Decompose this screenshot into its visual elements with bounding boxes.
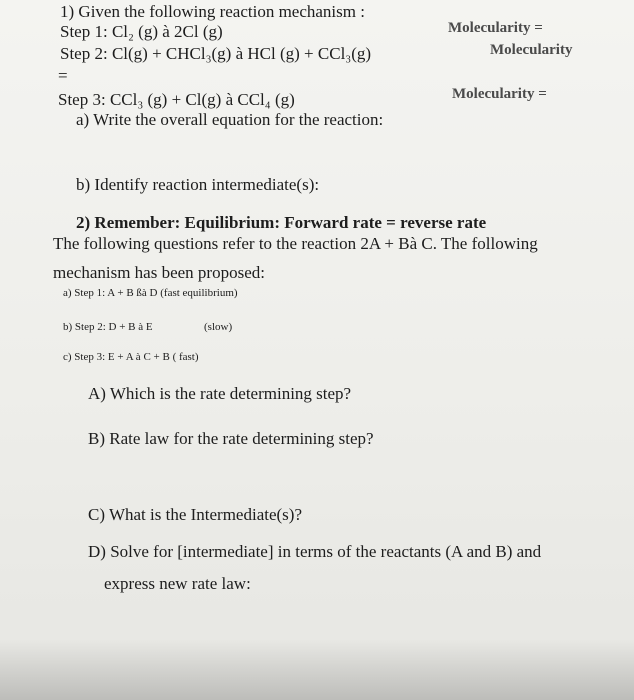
q2-mechanism-step-2-speed: (slow) — [204, 321, 233, 333]
q1-molecularity-3: Molecularity = — [452, 86, 547, 102]
q2-intro-line-2: mechanism has been proposed: — [53, 263, 265, 282]
q1-step-1: Step 1: Cl₂ (g) à 2Cl (g) — [60, 22, 223, 41]
question-2-title: 2) Remember: Equilibrium: Forward rate = reverse rate — [76, 213, 487, 232]
q2-question-C: C) What is the Intermediate(s)? — [88, 505, 302, 524]
q1-molecularity-2: Molecularity — [490, 42, 573, 58]
q2-mechanism-step-1: a) Step 1: A + B ßà D (fast equilibrium) — [63, 287, 238, 299]
q2-question-B: B) Rate law for the rate determining step? — [88, 429, 374, 448]
q1-molecularity-1: Molecularity = — [448, 20, 543, 36]
q2-intro-line-1: The following questions refer to the reaction 2A + Bà C. The following — [53, 234, 538, 253]
question-1-title: 1) Given the following reaction mechanism : — [60, 2, 365, 21]
q1-part-b: b) Identify reaction intermediate(s): — [76, 175, 320, 194]
q2-question-D-line-1: D) Solve for [intermediate] in terms of the reactants (A and B) and — [88, 542, 542, 561]
q1-step-2: Step 2: Cl(g) + CHCl₃(g) à HCl (g) + CCl₃(g) — [60, 44, 372, 63]
q2-question-A: A) Which is the rate determining step? — [88, 384, 352, 403]
q1-equals-sign: = — [58, 66, 68, 85]
q1-step-3: Step 3: CCl₃ (g) + Cl(g) à CCl₄ (g) — [58, 90, 295, 109]
q2-question-D-line-2: express new rate law: — [104, 574, 251, 593]
page-bottom-shadow — [0, 640, 634, 700]
q2-mechanism-step-2: b) Step 2: D + B à E — [63, 321, 153, 333]
q1-part-a: a) Write the overall equation for the reaction: — [76, 110, 384, 129]
q2-mechanism-step-3: c) Step 3: E + A à C + B ( fast) — [63, 351, 199, 363]
